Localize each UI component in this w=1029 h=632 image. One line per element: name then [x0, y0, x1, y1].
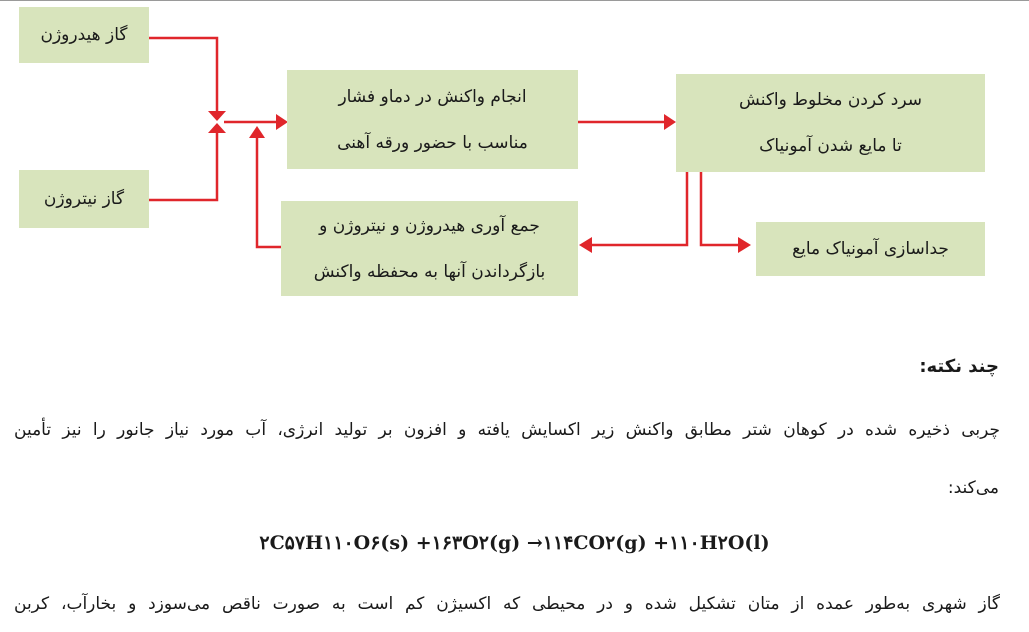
chemical-equation: [0, 532, 1029, 554]
cooling-to-separation-line: [701, 172, 738, 245]
paragraph-2-line-1: گاز شهری به‌طور عمده از متان تشکیل شده و در محیطی که اکسیژن کم است به صورت ناقص می‌سوزد و بخارآب، کربن: [14, 594, 1000, 614]
equation-text: ۲C۵۷H۱۱۰O۶(s) +۱۶۳O۲(g) →۱۱۴CO۲(g) +۱۱۰H۲O(l): [259, 532, 770, 554]
reaction-line-2: مناسب با حضور ورقه آهنی: [337, 132, 528, 153]
nitrogen-label: گاز نیتروژن: [43, 189, 125, 209]
recycle-arrowhead: [579, 237, 592, 253]
nitrogen-arrowhead: [208, 123, 226, 133]
recycle-box: [281, 201, 578, 296]
recycle-line-1: جمع آوری هیدروژن و نیتروژن و: [319, 215, 540, 236]
cooling-to-recycle-line: [592, 172, 687, 245]
separation-label: جداسازی آمونیاک مایع: [792, 239, 949, 259]
hydrogen-connector: [149, 38, 217, 112]
hydrogen-arrowhead: [208, 111, 226, 121]
recycle-to-junction-line: [257, 138, 281, 247]
cooling-box: [676, 74, 985, 172]
cooling-line-1: سرد کردن مخلوط واکنش: [739, 90, 922, 110]
separation-box: [756, 222, 985, 276]
paragraph-1-line-1: چربی ذخیره شده در کوهان شتر مطابق واکنش زیر اکسایش یافته و افزون بر تولید انرژی، آب مورد نیاز جانور را نیز تأمین: [14, 420, 1000, 440]
separation-arrowhead: [738, 237, 751, 253]
hydrogen-box: [19, 7, 149, 63]
reaction-box: [287, 70, 578, 169]
recycle-line-2: بازگرداندن آنها به محفظه واکنش: [313, 261, 546, 282]
section-heading: چند نکته:: [919, 356, 999, 377]
nitrogen-box: [19, 170, 149, 228]
cooling-line-2: تا مایع شدن آمونیاک: [759, 136, 902, 156]
nitrogen-connector: [149, 132, 217, 200]
reaction-line-1: انجام واکنش در دماو فشار: [338, 86, 527, 107]
hydrogen-label: گاز هیدروژن: [40, 25, 128, 45]
paragraph-1-line-2: می‌کند:: [947, 478, 999, 498]
cooling-arrowhead: [664, 114, 676, 130]
junction-return-arrowhead: [249, 126, 265, 138]
